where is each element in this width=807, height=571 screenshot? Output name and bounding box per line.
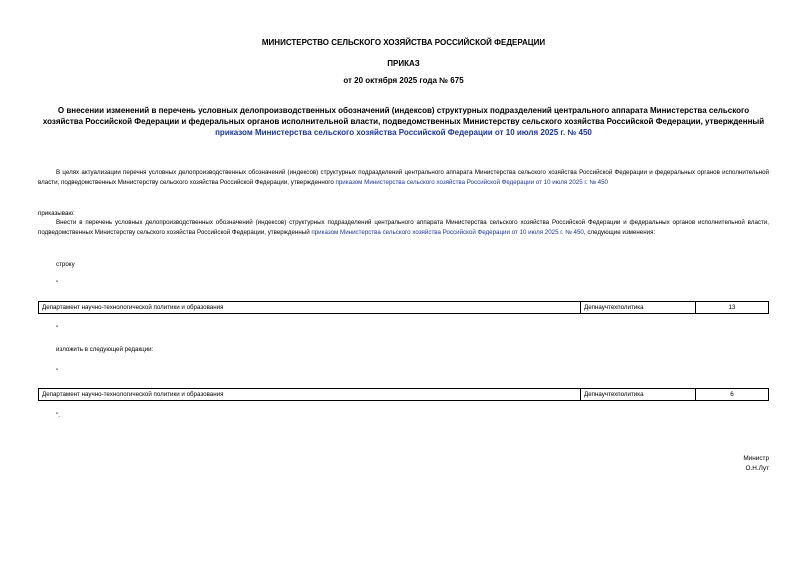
abbreviation-cell: Депнаучтехполитика <box>581 389 696 401</box>
preamble-text: В целях актуализации перечня условных делопроизводственных обозначений (индексов) структурных подразделений центрального аппарата Министерства сельского хозяйства Российской Федерации и федеральных органов исполнительной власти, подведомственных Министерству сельского хозяйства Российской Федерации, утвержденного <box>38 169 769 186</box>
document-date-number: от 20 октября 2025 года № 675 <box>343 76 464 85</box>
document-type: ПРИКАЗ <box>387 59 420 68</box>
index-cell: 6 <box>696 389 769 401</box>
old-row-table <box>38 301 769 314</box>
quote-close: " <box>56 325 59 332</box>
row-word: строку <box>56 261 75 268</box>
ministry-heading: МИНИСТЕРСТВО СЕЛЬСКОГО ХОЗЯЙСТВА РОССИЙСКОЙ ФЕДЕРАЦИИ <box>261 38 546 47</box>
signer-name: О.Н.Лут <box>745 465 769 472</box>
department-cell: Департамент научно-технологической политики и образования <box>39 302 581 314</box>
quote-close-new: ". <box>56 412 60 419</box>
amendment-order-link[interactable]: приказом Министерства сельского хозяйства Российской Федерации от 10 июля 2025 г. № 450 <box>311 228 584 236</box>
title-order-link[interactable]: приказом Министерства сельского хозяйства Российской Федерации от 10 июля 2025 г. № 450 <box>215 128 592 137</box>
new-row-table <box>38 388 769 401</box>
index-cell: 13 <box>696 302 769 314</box>
amendment-tail: , следующие изменения: <box>583 228 656 236</box>
amendment-paragraph <box>38 218 769 237</box>
title-text: О внесении изменений в перечень условных делопроизводственных обозначений (индексов) структурных подразделений центрального аппарата Министерства сельского хозяйства Российской Федерации и федеральных органов исполнительной власти, подведомственных Министерству сельского хозяйства Российской Федерации, утвержденный <box>42 106 765 126</box>
signer-position: Министр <box>743 455 769 462</box>
preamble-order-link[interactable]: приказом Министерства сельского хозяйства Российской Федерации от 10 июля 2025 г. № 450 <box>335 178 608 186</box>
signature-block <box>743 454 769 474</box>
table-row <box>39 302 769 314</box>
document-title <box>38 105 769 138</box>
amendment-text: Внести в перечень условных делопроизводственных обозначений (индексов) структурных подразделений центрального аппарата Министерства сельского хозяйства Российской Федерации и федеральных органов исполнительной власти, подведомственных Министерству сельского хозяйства Российской Федерации, утвержденный <box>38 219 769 236</box>
abbreviation-cell: Депнаучтехполитика <box>581 302 696 314</box>
department-cell: Департамент научно-технологической политики и образования <box>39 389 581 401</box>
quote-open-new: " <box>56 368 59 375</box>
quote-open: " <box>56 280 59 287</box>
table-row <box>39 389 769 401</box>
orders-word: приказываю: <box>38 210 75 217</box>
restate-text: изложить в следующей редакции: <box>56 346 154 353</box>
preamble-paragraph <box>38 168 769 187</box>
